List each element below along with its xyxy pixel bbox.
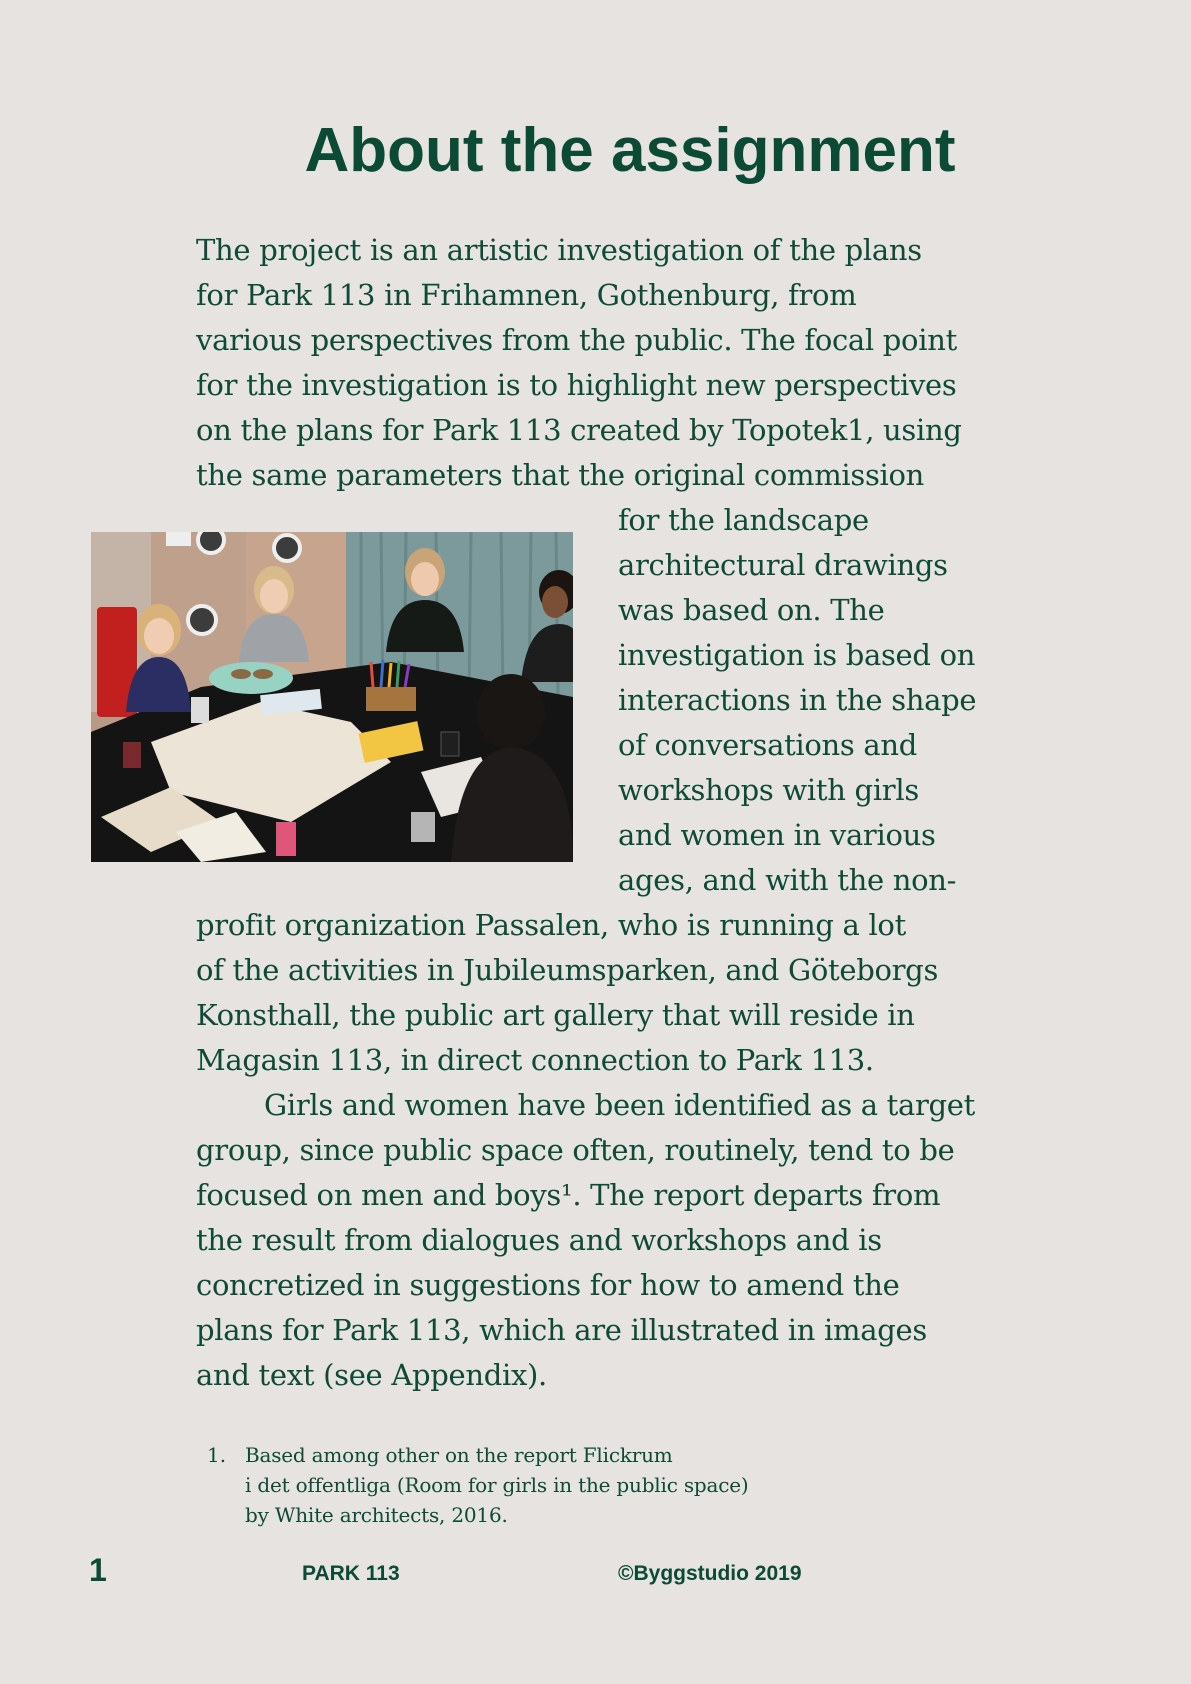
footnote-number: 1. [207, 1443, 227, 1467]
body-line: the result from dialogues and workshops and is [196, 1223, 882, 1257]
body-line: Konsthall, the public art gallery that will reside in [196, 998, 915, 1032]
body-line: plans for Park 113, which are illustrated in images [196, 1313, 927, 1347]
footer-copyright: ©Byggstudio 2019 [618, 1562, 802, 1585]
body-line: Girls and women have been identified as a target [264, 1088, 976, 1122]
body-line: the same parameters that the original commission [196, 458, 925, 492]
body-line: profit organization Passalen, who is running a lot [196, 908, 906, 942]
page-title: About the assignment [304, 116, 956, 185]
body-line: investigation is based on [618, 638, 976, 672]
body-line: and women in various [618, 818, 936, 852]
footnote-line: i det offentliga (Room for girls in the public space) [245, 1473, 749, 1497]
body-line: and text (see Appendix). [196, 1358, 547, 1392]
footnote-line: Based among other on the report Flickrum [245, 1443, 673, 1467]
body-line: for Park 113 in Frihamnen, Gothenburg, from [196, 278, 857, 312]
workshop-photo [91, 532, 573, 862]
body-line: interactions in the shape [618, 683, 977, 717]
body-line: of conversations and [618, 728, 918, 762]
body-line: concretized in suggestions for how to amend the [196, 1268, 900, 1302]
page-number: 1 [89, 1552, 107, 1588]
body-line: architectural drawings [618, 548, 948, 582]
body-line: Magasin 113, in direct connection to Park 113. [196, 1043, 874, 1077]
body-line: group, since public space often, routinely, tend to be [196, 1133, 955, 1167]
body-line: on the plans for Park 113 created by Topotek1, using [196, 413, 962, 447]
body-line: for the landscape [618, 503, 869, 537]
body-line: workshops with girls [618, 773, 919, 807]
footer-project-name: PARK 113 [302, 1562, 400, 1585]
body-line: was based on. The [618, 593, 885, 627]
footnote-line: by White architects, 2016. [245, 1503, 508, 1527]
body-line: focused on men and boys¹. The report departs from [196, 1178, 941, 1212]
body-line: ages, and with the non- [618, 863, 957, 897]
body-line: for the investigation is to highlight new perspectives [196, 368, 957, 402]
body-line: various perspectives from the public. The focal point [196, 323, 957, 357]
body-line: of the activities in Jubileumsparken, and Göteborgs [196, 953, 939, 987]
body-line: The project is an artistic investigation of the plans [196, 233, 922, 267]
